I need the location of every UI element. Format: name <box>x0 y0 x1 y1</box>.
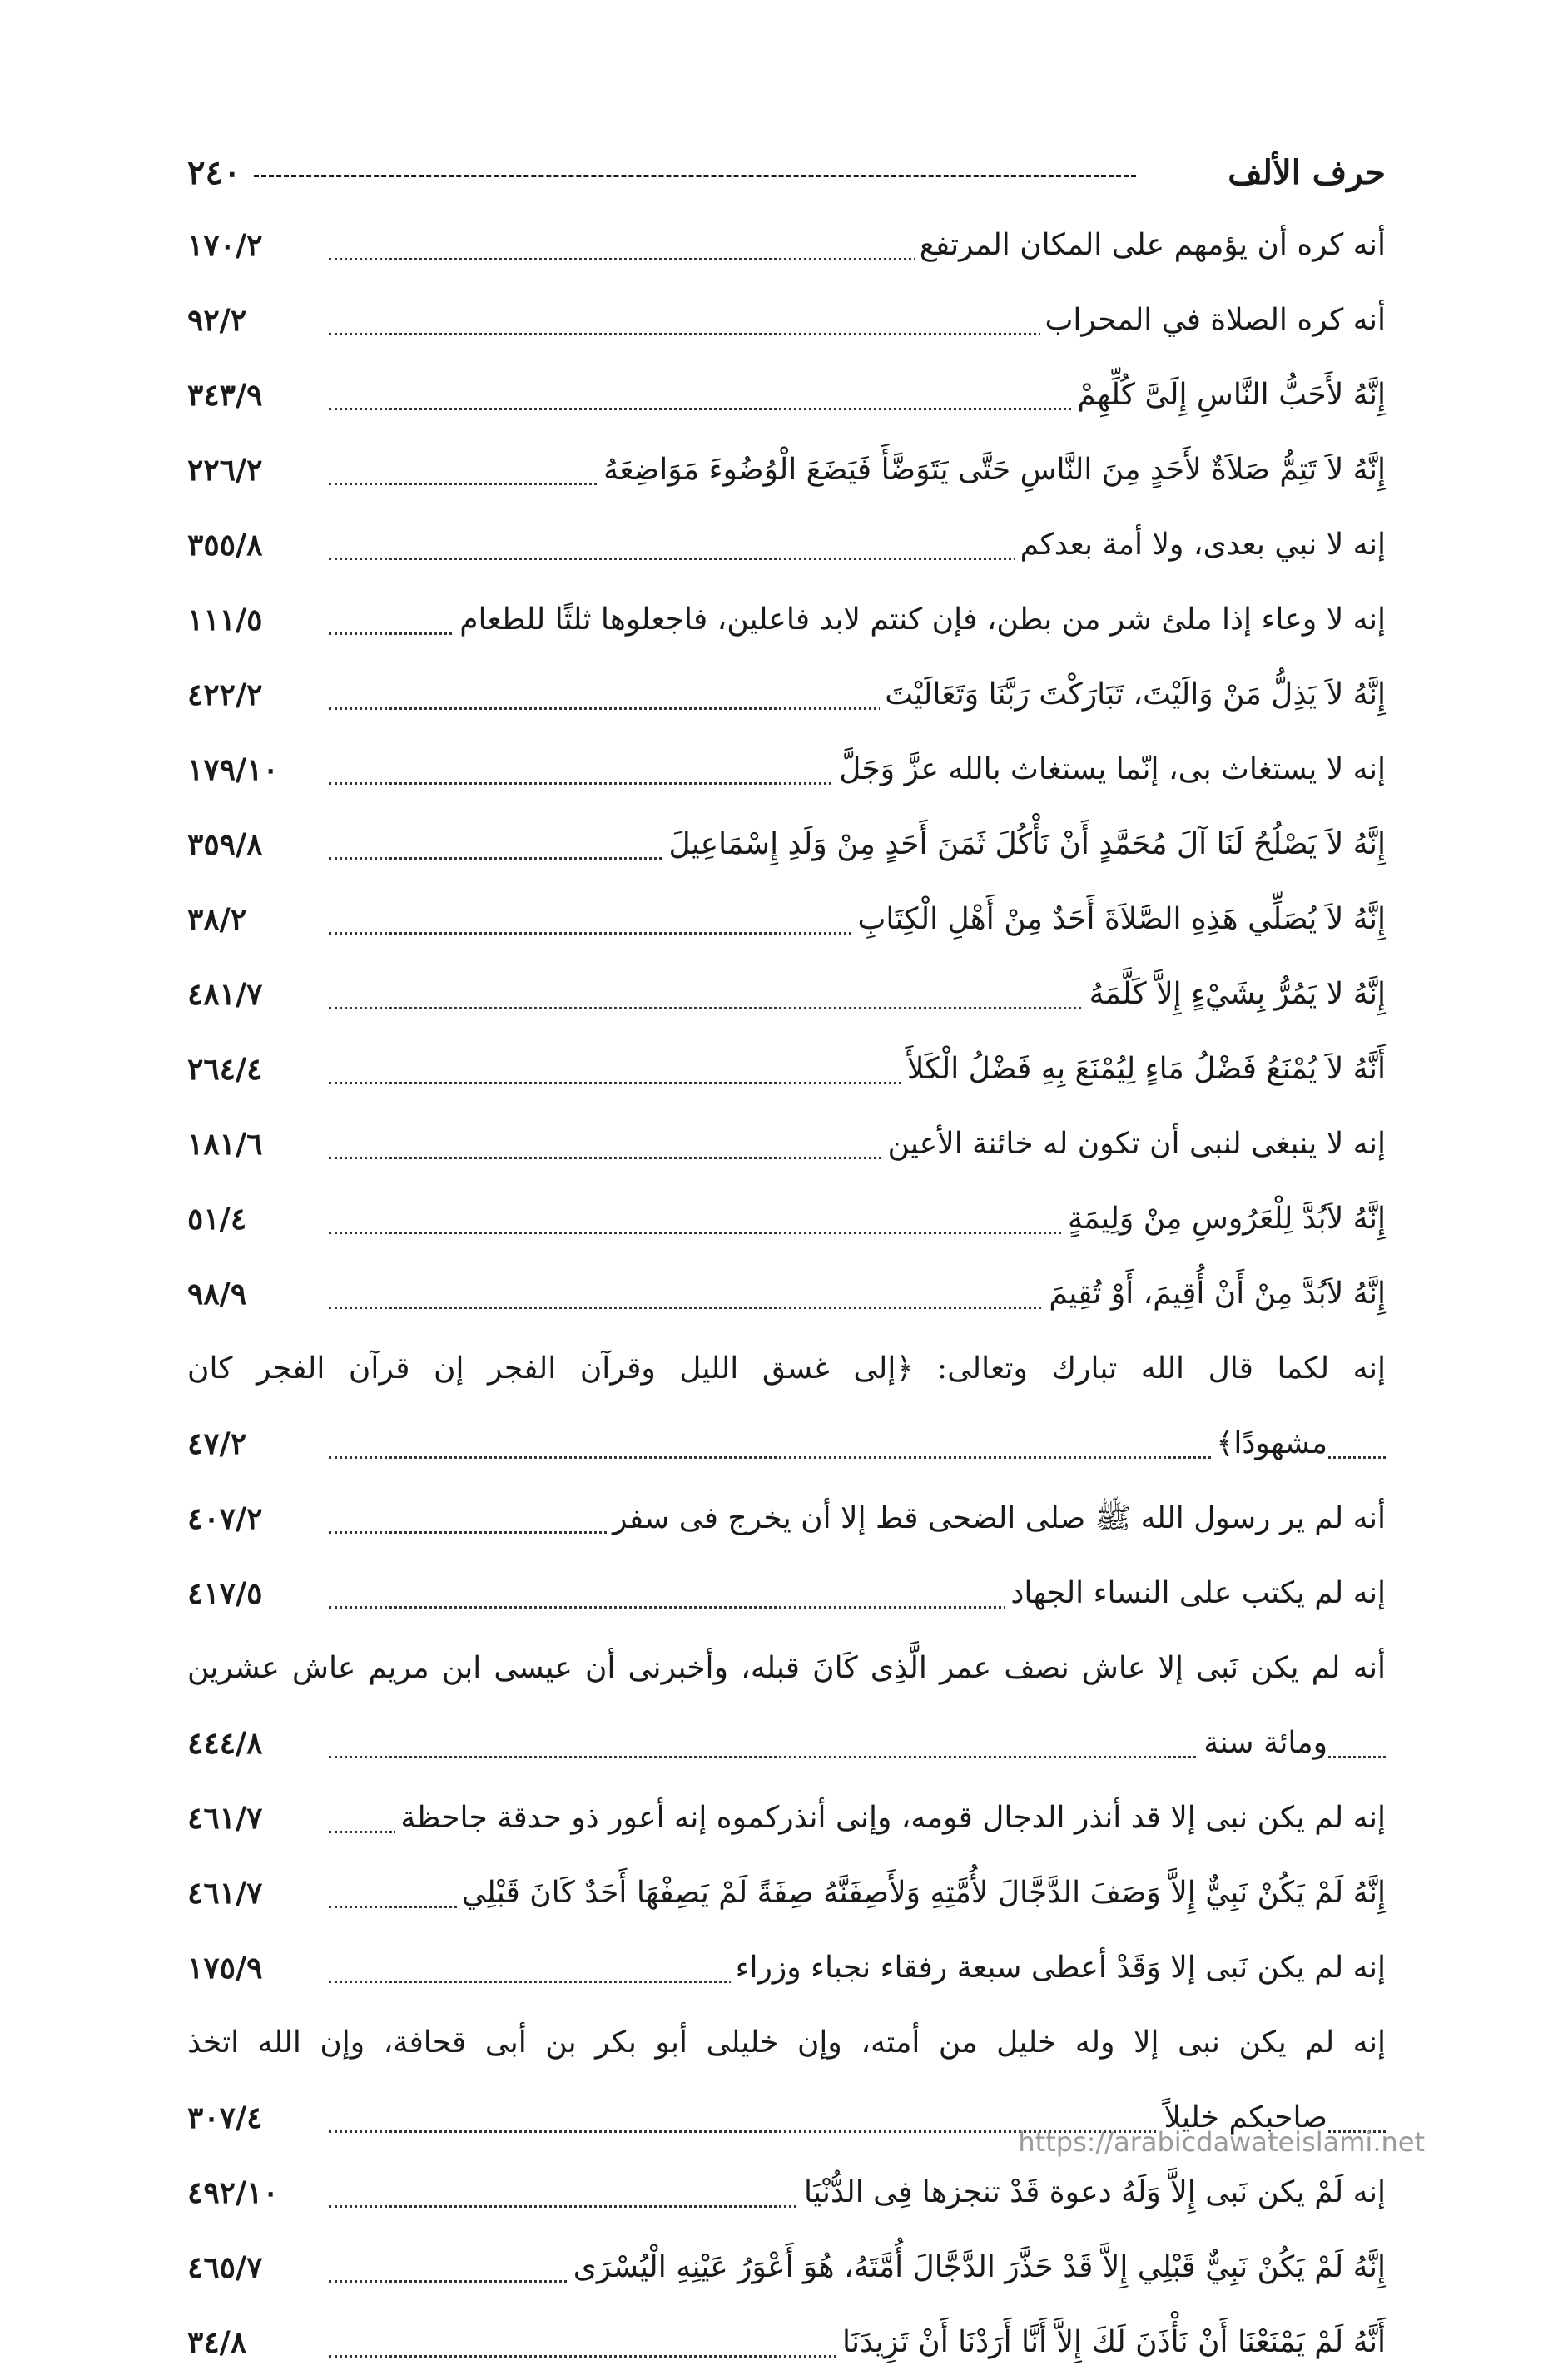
entry-reference: ٤٤٤/٨ <box>187 1706 268 1781</box>
entry-text: إِنَّهُ لاَ يَذِلُّ مَنْ وَالَيْتَ، تَبَارَكْتَ رَبَّنَا وَتَعَالَيْتَ <box>880 657 1386 732</box>
index-entries <box>187 208 1386 2380</box>
entry-reference: ٤٩٢/١٠ <box>187 2155 284 2230</box>
index-entry <box>187 1631 1386 1781</box>
entry-text: إنه لم يكن نَبى إلا وَقَدْ أعطى سبعة رفقاء نجباء وزراء <box>731 1931 1386 2006</box>
index-entry <box>187 957 1386 1032</box>
index-entry <box>187 1481 1386 1556</box>
index-entry <box>187 1781 1386 1856</box>
entry-text: إِنَّهُ لاَ تَتِمُّ صَلاَةٌ لأَحَدٍ مِنَ النَّاسِ حَتَّى يَتَوَضَّأَ فَيَضَعَ الْوُضُوءَ مَوَاضِعَهُ <box>598 433 1386 508</box>
entry-text: إِنَّهُ لاَ يُصَلِّي هَذِهِ الصَّلاَةَ أَحَدٌ مِنْ أَهْلِ الْكِتَابِ <box>853 882 1387 957</box>
index-entry <box>187 433 1386 508</box>
entry-reference: ٣٤٣/٩ <box>187 358 268 433</box>
entry-text: أنه لم يكن نَبى إلا عاش نصف عمر الَّذِى كَانَ قبله، وأخبرنى أن عيسى ابن مريم عاش عشرين <box>187 1651 1386 1685</box>
entry-reference: ٣٨/٢ <box>187 882 251 957</box>
entry-reference: ١٧٥/٩ <box>187 1931 268 2006</box>
entry-text: إِنَّهُ لاَبُدَّ لِلْعَرُوسِ مِنْ وَلِيمَةٍ <box>1063 1182 1386 1257</box>
index-entry <box>187 283 1386 358</box>
entry-reference: ٥١/٤ <box>187 1182 251 1257</box>
entry-text: أنه كره الصلاة في المحراب <box>1040 283 1386 358</box>
entry-text: إنه لَمْ يكن نَبى إِلاَّ وَلَهُ دعوة قَدْ تنجزها فِى الدُّنْيَا <box>799 2155 1386 2230</box>
entry-text-continued: مشهودًا﴾ <box>1211 1406 1327 1481</box>
entry-text: إنه لم يكتب على النساء الجهاد <box>1005 1556 1386 1631</box>
entry-reference: ١٧٩/١٠ <box>187 732 284 807</box>
index-page <box>187 150 1386 2380</box>
entry-reference: ١٨١/٦ <box>187 1107 268 1182</box>
entry-reference: ٣٠٧/٤ <box>187 2080 268 2155</box>
entry-text: إِنَّهُ لاَ يَصْلُحُ لَنَا آلَ مُحَمَّدٍ أَنْ نَأْكُلَ ثَمَنَ أَحَدٍ مِنْ وَلَدِ إِسْمَاعِيلَ <box>664 807 1386 882</box>
entry-reference: ١١١/٥ <box>187 583 268 657</box>
entry-text: إنه لم يكن نبى إلا قد أنذر الدجال قومه، وإنى أنذركموه إنه أعور ذو حدقة جاحظة <box>395 1781 1386 1856</box>
page-header <box>187 150 1386 208</box>
entry-text: أنه لم ير رسول الله ﷺ صلى الضحى قط إلا أن يخرج فى سفر <box>608 1481 1386 1556</box>
index-entry <box>187 583 1386 657</box>
entry-text-continued: صاحبكم خليلاً <box>1159 2080 1327 2155</box>
entry-text: إِنَّهُ لَمْ يَكُنْ نَبِيٌّ قَبْلِي إِلاَّ قَدْ حَذَّرَ الدَّجَّالَ أُمَّتَهُ، هُوَ أَعْوَرُ عَيْنِهِ الْيُسْرَى <box>568 2230 1386 2305</box>
section-title: حرف الألف <box>1228 153 1386 192</box>
index-entry <box>187 657 1386 732</box>
entry-text: إنه لا ينبغى لنبى أن تكون له خائنة الأعين <box>882 1107 1386 1182</box>
index-entry <box>187 2230 1386 2305</box>
index-entry <box>187 2155 1386 2230</box>
index-entry <box>187 1107 1386 1182</box>
entry-reference: ٤٠٧/٢ <box>187 1481 268 1556</box>
entry-reference: ٤٦١/٧ <box>187 1781 268 1856</box>
entry-reference: ٩٢/٢ <box>187 283 251 358</box>
entry-reference: ٢٦٤/٤ <box>187 1032 268 1107</box>
entry-text: إنه لكما قال الله تبارك وتعالى: ﴿إلى غسق الليل وقرآن الفجر إن قرآن الفجر كان <box>187 1351 1386 1386</box>
entry-reference: ٣٥٩/٨ <box>187 807 268 882</box>
index-entry <box>187 1182 1386 1257</box>
entry-text: إنه لا نبي بعدى، ولا أمة بعدكم <box>1015 508 1386 583</box>
index-entry <box>187 882 1386 957</box>
index-entry <box>187 2305 1386 2380</box>
entry-text-continued: ومائة سنة <box>1198 1706 1327 1781</box>
entry-text: إنه لا وعاء إذا ملئ شر من بطن، فإن كنتم لابد فاعلين، فاجعلوها ثلثًا للطعام <box>454 583 1386 657</box>
index-entry <box>187 508 1386 583</box>
entry-reference: ٣٥٥/٨ <box>187 508 268 583</box>
index-entry <box>187 807 1386 882</box>
entry-reference: ٤٢٢/٢ <box>187 657 268 732</box>
entry-text: أَنَّهُ لاَ يُمْنَعُ فَضْلُ مَاءٍ لِيُمْنَعَ بِهِ فَضْلُ الْكَلأَ <box>902 1032 1386 1107</box>
index-entry <box>187 1856 1386 1931</box>
entry-reference: ٤٧/٢ <box>187 1406 251 1481</box>
index-entry <box>187 1032 1386 1107</box>
entry-text: إِنَّهُ لا يَمُرُّ بِشَيْءٍ إِلاَّ كَلَّمَهُ <box>1084 957 1386 1032</box>
header-rule <box>254 175 1136 177</box>
entry-reference: ٣٤/٨ <box>187 2305 251 2380</box>
index-entry <box>187 1331 1386 1481</box>
watermark-url: https://arabicdawateislami.net <box>1018 2126 1425 2158</box>
index-entry <box>187 1257 1386 1331</box>
entry-reference: ٩٨/٩ <box>187 1257 251 1331</box>
index-entry <box>187 358 1386 433</box>
entry-reference: ٤٦٥/٧ <box>187 2230 268 2305</box>
entry-text: إِنَّهُ لَمْ يَكُنْ نَبِيٌّ إِلاَّ وَصَفَ الدَّجَّالَ لأُمَّتِهِ وَلأَصِفَنَّهُ صِفَةً لَمْ يَصِفْهَا أَحَدٌ كَانَ قَبْلِي <box>457 1856 1386 1931</box>
entry-reference: ١٧٠/٢ <box>187 208 268 283</box>
entry-reference: ٤٦١/٧ <box>187 1856 268 1931</box>
index-entry <box>187 732 1386 807</box>
entry-reference: ٢٢٦/٢ <box>187 433 268 508</box>
index-entry <box>187 1556 1386 1631</box>
page-number: ٢٤٠ <box>187 153 241 192</box>
entry-reference: ٤١٧/٥ <box>187 1556 268 1631</box>
entry-text: إِنَّهُ لأَحَبُّ النَّاسِ إِلَىَّ كُلِّهِمْ <box>1072 358 1386 433</box>
entry-text: إنه لم يكن نبى إلا وله خليل من أمته، وإن خليلى أبو بكر بن أبى قحافة، وإن الله اتخذ <box>187 2025 1386 2060</box>
index-entry <box>187 1931 1386 2006</box>
entry-text: إِنَّهُ لاَبُدَّ مِنْ أَنْ أُقِيمَ، أَوْ تُقِيمَ <box>1044 1257 1386 1331</box>
entry-text: أَنَّهُ لَمْ يَمْنَعْنَا أَنْ نَأْذَنَ لَكَ إِلاَّ أَنَّا أَرَدْنَا أَنْ تَزِيدَنَا <box>837 2305 1386 2380</box>
entry-reference: ٤٨١/٧ <box>187 957 268 1032</box>
entry-text: إنه لا يستغاث بى، إنّما يستغاث بالله عزَّ وَجَلَّ <box>834 732 1386 807</box>
entry-text: أنه كره أن يؤمهم على المكان المرتفع <box>915 208 1386 283</box>
index-entry <box>187 208 1386 283</box>
